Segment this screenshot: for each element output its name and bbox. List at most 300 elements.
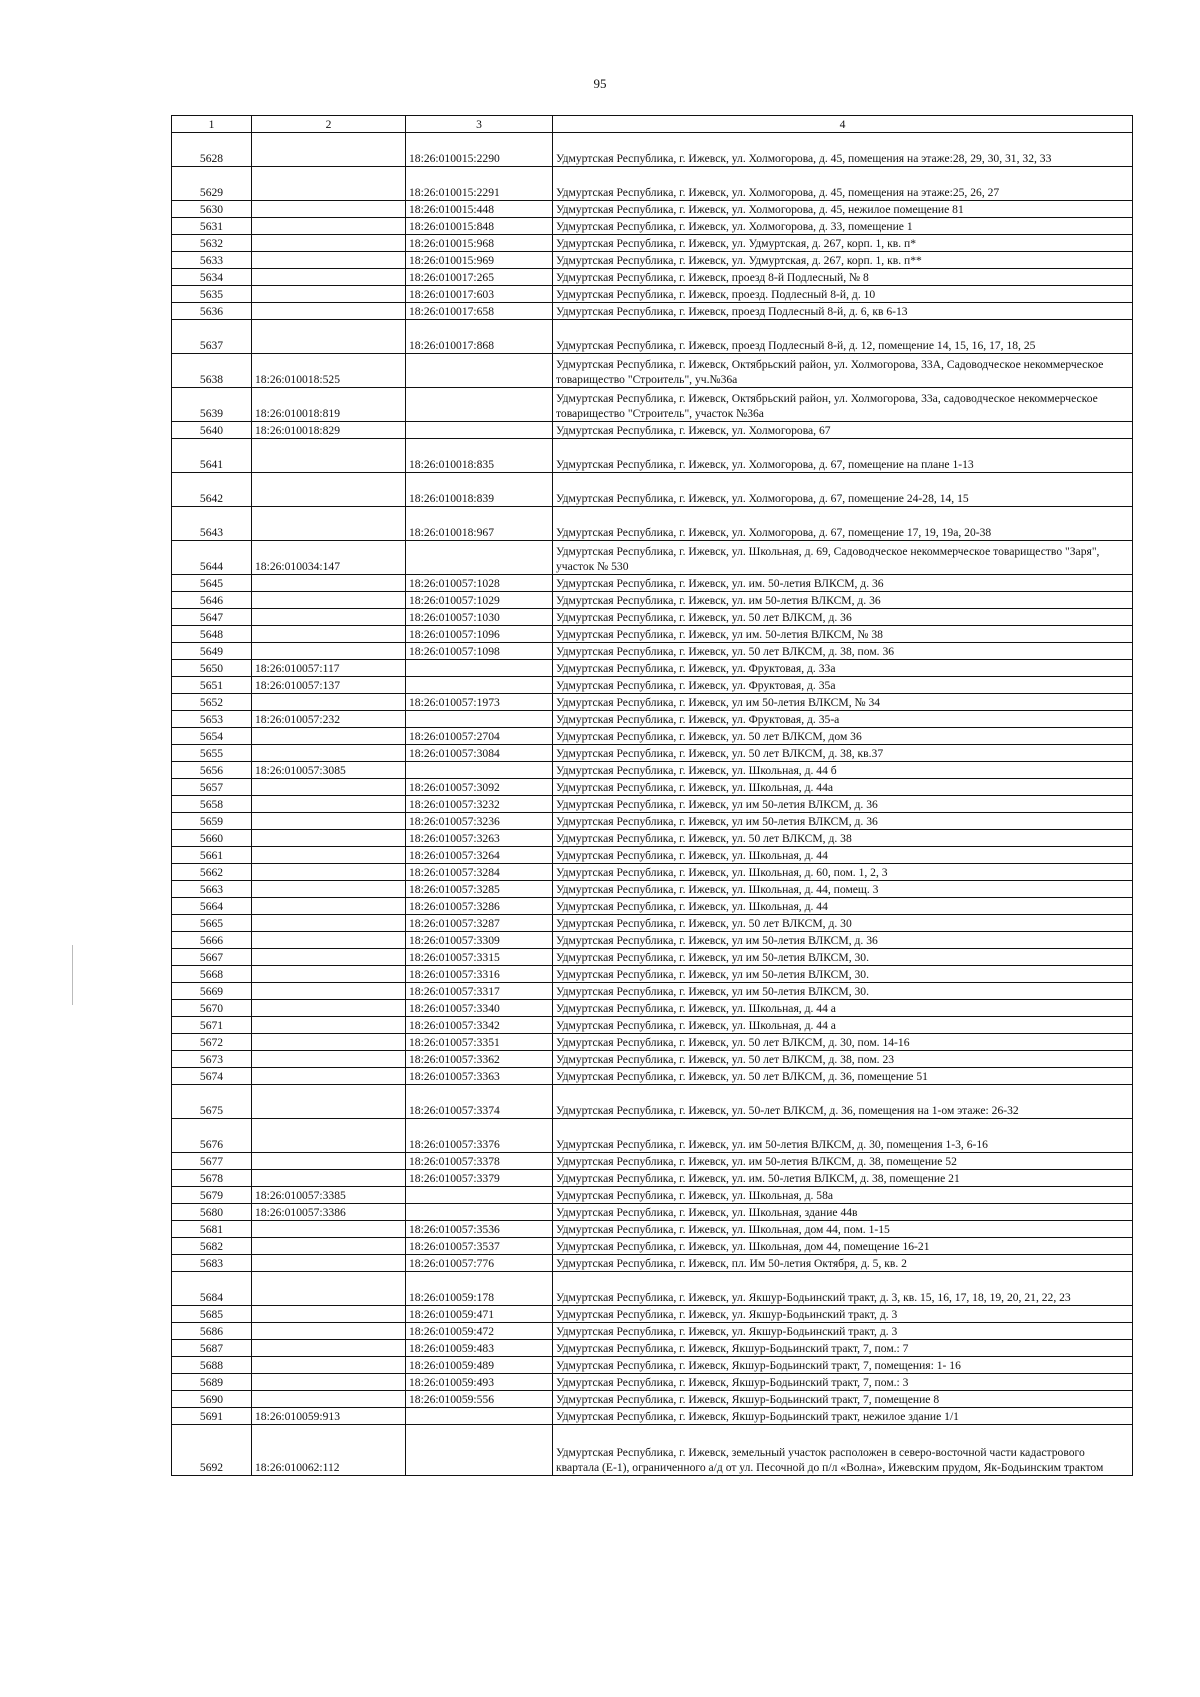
row-number: 5675: [172, 1085, 252, 1119]
row-number: 5638: [172, 354, 252, 388]
object-cadastral-number: 18:26:010057:3309: [406, 932, 553, 949]
object-cadastral-number: 18:26:010059:178: [406, 1272, 553, 1306]
land-cadastral-number: [252, 592, 406, 609]
land-cadastral-number: [252, 1255, 406, 1272]
land-cadastral-number: [252, 1221, 406, 1238]
object-cadastral-number: 18:26:010018:967: [406, 507, 553, 541]
object-cadastral-number: 18:26:010057:3537: [406, 1238, 553, 1255]
address: Удмуртская Республика, г. Ижевск, ул им 50-летия ВЛКСМ, д. 36: [553, 813, 1133, 830]
object-cadastral-number: 18:26:010057:3374: [406, 1085, 553, 1119]
address: Удмуртская Республика, г. Ижевск, ул. Холмогорова, 67: [553, 422, 1133, 439]
address: Удмуртская Республика, г. Ижевск, Якшур-Бодьинский тракт, 7, помещения: 1- 16: [553, 1357, 1133, 1374]
address: Удмуртская Республика, г. Ижевск, ул им 50-летия ВЛКСМ, 30.: [553, 949, 1133, 966]
land-cadastral-number: [252, 473, 406, 507]
row-number: 5640: [172, 422, 252, 439]
object-cadastral-number: 18:26:010017:658: [406, 303, 553, 320]
table-row: [172, 643, 1133, 660]
land-cadastral-number: [252, 1272, 406, 1306]
table-row: [172, 1017, 1133, 1034]
object-cadastral-number: 18:26:010057:1098: [406, 643, 553, 660]
row-number: 5677: [172, 1153, 252, 1170]
address: Удмуртская Республика, г. Ижевск, ул. 50-лет ВЛКСМ, д. 36, помещения на 1-ом этаже: 26-32: [553, 1085, 1133, 1119]
table-row: [172, 1323, 1133, 1340]
table-row: [172, 1085, 1133, 1119]
row-number: 5634: [172, 269, 252, 286]
row-number: 5687: [172, 1340, 252, 1357]
row-number: 5692: [172, 1425, 252, 1476]
object-cadastral-number: [406, 1425, 553, 1476]
land-cadastral-number: [252, 796, 406, 813]
address: Удмуртская Республика, г. Ижевск, ул. Холмогорова, д. 67, помещение 24-28, 14, 15: [553, 473, 1133, 507]
object-cadastral-number: [406, 1408, 553, 1425]
address: Удмуртская Республика, г. Ижевск, ул. Удмуртская, д. 267, корп. 1, кв. п**: [553, 252, 1133, 269]
land-cadastral-number: 18:26:010059:913: [252, 1408, 406, 1425]
table-row: [172, 422, 1133, 439]
table-row: [172, 830, 1133, 847]
land-cadastral-number: [252, 966, 406, 983]
table-row: [172, 1238, 1133, 1255]
address: Удмуртская Республика, г. Ижевск, земельный участок расположен в северо-восточной части кадастрового квартала (Е-1), ограниченного а/д от ул. Песочной до п/л «Волна», Ижевским прудом, Як-Бодьинским трактом: [553, 1425, 1133, 1476]
land-cadastral-number: [252, 1357, 406, 1374]
land-cadastral-number: [252, 830, 406, 847]
table-row: [172, 779, 1133, 796]
table-row: [172, 1340, 1133, 1357]
land-cadastral-number: [252, 1238, 406, 1255]
table-row: [172, 1153, 1133, 1170]
table-row: [172, 881, 1133, 898]
address: Удмуртская Республика, г. Ижевск, проезд. Подлесный 8-й, д. 10: [553, 286, 1133, 303]
land-cadastral-number: [252, 1119, 406, 1153]
address: Удмуртская Республика, г. Ижевск, ул им 50-летия ВЛКСМ, № 34: [553, 694, 1133, 711]
table-row: [172, 813, 1133, 830]
row-number: 5628: [172, 133, 252, 167]
row-number: 5661: [172, 847, 252, 864]
table-row: [172, 949, 1133, 966]
object-cadastral-number: 18:26:010059:493: [406, 1374, 553, 1391]
table-row: [172, 1374, 1133, 1391]
table-row: [172, 847, 1133, 864]
column-header-4: 4: [553, 116, 1133, 133]
land-cadastral-number: [252, 1170, 406, 1187]
object-cadastral-number: [406, 541, 553, 575]
row-number: 5657: [172, 779, 252, 796]
address: Удмуртская Республика, г. Ижевск, ул. 50 лет ВЛКСМ, д. 30, пом. 14-16: [553, 1034, 1133, 1051]
row-number: 5682: [172, 1238, 252, 1255]
address: Удмуртская Республика, г. Ижевск, ул. им. 50-летия ВЛКСМ, д. 36: [553, 575, 1133, 592]
table-row: [172, 694, 1133, 711]
row-number: 5686: [172, 1323, 252, 1340]
table-header: [172, 116, 1133, 133]
land-cadastral-number: [252, 1323, 406, 1340]
row-number: 5650: [172, 660, 252, 677]
scan-margin-mark: [72, 945, 73, 1005]
row-number: 5630: [172, 201, 252, 218]
table-row: [172, 1068, 1133, 1085]
land-cadastral-number: [252, 269, 406, 286]
address: Удмуртская Республика, г. Ижевск, ул. им 50-летия ВЛКСМ, д. 38, помещение 52: [553, 1153, 1133, 1170]
object-cadastral-number: 18:26:010057:3284: [406, 864, 553, 881]
land-cadastral-number: 18:26:010018:829: [252, 422, 406, 439]
address: Удмуртская Республика, г. Ижевск, ул им 50-летия ВЛКСМ, 30.: [553, 983, 1133, 1000]
row-number: 5673: [172, 1051, 252, 1068]
row-number: 5691: [172, 1408, 252, 1425]
page-number: 95: [593, 76, 607, 91]
table-row: [172, 626, 1133, 643]
address: Удмуртская Республика, г. Ижевск, ул. Школьная, д. 44 а: [553, 1000, 1133, 1017]
table-row: [172, 507, 1133, 541]
row-number: 5652: [172, 694, 252, 711]
row-number: 5679: [172, 1187, 252, 1204]
row-number: 5646: [172, 592, 252, 609]
address: Удмуртская Республика, г. Ижевск, ул им 50-летия ВЛКСМ, д. 36: [553, 796, 1133, 813]
row-number: 5668: [172, 966, 252, 983]
table-row: [172, 1255, 1133, 1272]
table-row: [172, 1306, 1133, 1323]
object-cadastral-number: 18:26:010057:3340: [406, 1000, 553, 1017]
address: Удмуртская Республика, г. Ижевск, ул. Холмогорова, д. 45, нежилое помещение 81: [553, 201, 1133, 218]
row-number: 5664: [172, 898, 252, 915]
address: Удмуртская Республика, г. Ижевск, ул. Школьная, дом 44, помещение 16-21: [553, 1238, 1133, 1255]
table-row: [172, 1391, 1133, 1408]
address: Удмуртская Республика, г. Ижевск, Октябрьский район, ул. Холмогорова, 33А, Садоводческое некоммерческое товарищество "Строитель", уч.№36а: [553, 354, 1133, 388]
land-cadastral-number: 18:26:010057:137: [252, 677, 406, 694]
address: Удмуртская Республика, г. Ижевск, ул. Школьная, д. 44, помещ. 3: [553, 881, 1133, 898]
land-cadastral-number: [252, 303, 406, 320]
row-number: 5658: [172, 796, 252, 813]
land-cadastral-number: [252, 1340, 406, 1357]
table-body: [172, 133, 1133, 1476]
row-number: 5636: [172, 303, 252, 320]
row-number: 5660: [172, 830, 252, 847]
land-cadastral-number: [252, 847, 406, 864]
object-cadastral-number: 18:26:010015:968: [406, 235, 553, 252]
object-cadastral-number: 18:26:010017:265: [406, 269, 553, 286]
object-cadastral-number: [406, 711, 553, 728]
object-cadastral-number: 18:26:010057:3287: [406, 915, 553, 932]
column-header-1: 1: [172, 116, 252, 133]
table-row: [172, 286, 1133, 303]
land-cadastral-number: [252, 779, 406, 796]
table-row: [172, 269, 1133, 286]
object-cadastral-number: [406, 422, 553, 439]
address: Удмуртская Республика, г. Ижевск, проезд Подлесный 8-й, д. 12, помещение 14, 15, 16, 17, 18, 25: [553, 320, 1133, 354]
land-cadastral-number: [252, 898, 406, 915]
object-cadastral-number: 18:26:010057:3342: [406, 1017, 553, 1034]
table-row: [172, 201, 1133, 218]
table-row: [172, 592, 1133, 609]
address: Удмуртская Республика, г. Ижевск, ул. 50 лет ВЛКСМ, д. 38, пом. 36: [553, 643, 1133, 660]
row-number: 5645: [172, 575, 252, 592]
table-row: [172, 983, 1133, 1000]
table-row: [172, 932, 1133, 949]
address: Удмуртская Республика, г. Ижевск, ул. 50 лет ВЛКСМ, дом 36: [553, 728, 1133, 745]
object-cadastral-number: 18:26:010057:3378: [406, 1153, 553, 1170]
land-cadastral-number: [252, 133, 406, 167]
row-number: 5685: [172, 1306, 252, 1323]
address: Удмуртская Республика, г. Ижевск, ул. Якшур-Бодьинский тракт, д. 3: [553, 1306, 1133, 1323]
object-cadastral-number: 18:26:010057:1028: [406, 575, 553, 592]
table-row: [172, 1357, 1133, 1374]
object-cadastral-number: 18:26:010059:556: [406, 1391, 553, 1408]
address: Удмуртская Республика, г. Ижевск, Октябрьский район, ул. Холмогорова, 33а, садоводческое некоммерческое товарищество "Строитель", участок №36а: [553, 388, 1133, 422]
object-cadastral-number: 18:26:010057:3286: [406, 898, 553, 915]
address: Удмуртская Республика, г. Ижевск, ул. им. 50-летия ВЛКСМ, д. 38, помещение 21: [553, 1170, 1133, 1187]
row-number: 5643: [172, 507, 252, 541]
table-row: [172, 677, 1133, 694]
land-cadastral-number: [252, 609, 406, 626]
address: Удмуртская Республика, г. Ижевск, ул. 50 лет ВЛКСМ, д. 36: [553, 609, 1133, 626]
table-row: [172, 762, 1133, 779]
address: Удмуртская Республика, г. Ижевск, ул. Школьная, д. 44 б: [553, 762, 1133, 779]
object-cadastral-number: 18:26:010017:603: [406, 286, 553, 303]
address: Удмуртская Республика, г. Ижевск, ул. Холмогорова, д. 67, помещение на плане 1-13: [553, 439, 1133, 473]
row-number: 5653: [172, 711, 252, 728]
address: Удмуртская Республика, г. Ижевск, Якшур-Бодьинский тракт, 7, помещение 8: [553, 1391, 1133, 1408]
object-cadastral-number: [406, 354, 553, 388]
object-cadastral-number: 18:26:010057:3317: [406, 983, 553, 1000]
object-cadastral-number: [406, 1204, 553, 1221]
address: Удмуртская Республика, г. Ижевск, ул. Школьная, д. 44а: [553, 779, 1133, 796]
land-cadastral-number: 18:26:010057:117: [252, 660, 406, 677]
row-number: 5654: [172, 728, 252, 745]
row-number: 5680: [172, 1204, 252, 1221]
column-header-2: 2: [252, 116, 406, 133]
address: Удмуртская Республика, г. Ижевск, ул. Школьная, д. 60, пом. 1, 2, 3: [553, 864, 1133, 881]
object-cadastral-number: 18:26:010015:969: [406, 252, 553, 269]
address: Удмуртская Республика, г. Ижевск, ул. им 50-летия ВЛКСМ, д. 36: [553, 592, 1133, 609]
table-row: [172, 1204, 1133, 1221]
object-cadastral-number: 18:26:010059:489: [406, 1357, 553, 1374]
header-row: [172, 116, 1133, 133]
row-number: 5676: [172, 1119, 252, 1153]
address: Удмуртская Республика, г. Ижевск, ул им 50-летия ВЛКСМ, 30.: [553, 966, 1133, 983]
land-cadastral-number: [252, 507, 406, 541]
address: Удмуртская Республика, г. Ижевск, ул. Школьная, здание 44в: [553, 1204, 1133, 1221]
object-cadastral-number: 18:26:010057:3092: [406, 779, 553, 796]
address: Удмуртская Республика, г. Ижевск, ул. 50 лет ВЛКСМ, д. 38, кв.37: [553, 745, 1133, 762]
row-number: 5641: [172, 439, 252, 473]
address: Удмуртская Республика, г. Ижевск, ул. Школьная, д. 58а: [553, 1187, 1133, 1204]
address: Удмуртская Республика, г. Ижевск, ул. Холмогорова, д. 45, помещения на этаже:28, 29, 30, 31, 32, 33: [553, 133, 1133, 167]
address: Удмуртская Республика, г. Ижевск, ул. Школьная, д. 44: [553, 898, 1133, 915]
table-row: [172, 473, 1133, 507]
land-cadastral-number: [252, 694, 406, 711]
row-number: 5632: [172, 235, 252, 252]
object-cadastral-number: 18:26:010057:3379: [406, 1170, 553, 1187]
land-cadastral-number: [252, 235, 406, 252]
row-number: 5663: [172, 881, 252, 898]
address: Удмуртская Республика, г. Ижевск, ул. Якшур-Бодьинский тракт, д. 3, кв. 15, 16, 17, 18, 19, 20, 21, 22, 23: [553, 1272, 1133, 1306]
land-cadastral-number: [252, 575, 406, 592]
object-cadastral-number: 18:26:010057:3316: [406, 966, 553, 983]
land-cadastral-number: [252, 1306, 406, 1323]
row-number: 5690: [172, 1391, 252, 1408]
table-row: [172, 915, 1133, 932]
address: Удмуртская Республика, г. Ижевск, ул. 50 лет ВЛКСМ, д. 38: [553, 830, 1133, 847]
row-number: 5644: [172, 541, 252, 575]
land-cadastral-number: [252, 167, 406, 201]
row-number: 5669: [172, 983, 252, 1000]
land-cadastral-number: 18:26:010018:525: [252, 354, 406, 388]
object-cadastral-number: 18:26:010057:3315: [406, 949, 553, 966]
object-cadastral-number: 18:26:010057:3084: [406, 745, 553, 762]
object-cadastral-number: 18:26:010057:2704: [406, 728, 553, 745]
object-cadastral-number: 18:26:010015:2290: [406, 133, 553, 167]
row-number: 5674: [172, 1068, 252, 1085]
address: Удмуртская Республика, г. Ижевск, ул. 50 лет ВЛКСМ, д. 38, пом. 23: [553, 1051, 1133, 1068]
address: Удмуртская Республика, г. Ижевск, ул. Школьная, д. 44: [553, 847, 1133, 864]
object-cadastral-number: 18:26:010057:776: [406, 1255, 553, 1272]
row-number: 5666: [172, 932, 252, 949]
land-cadastral-number: [252, 626, 406, 643]
table-row: [172, 796, 1133, 813]
object-cadastral-number: 18:26:010057:1973: [406, 694, 553, 711]
address: Удмуртская Республика, г. Ижевск, ул. им 50-летия ВЛКСМ, д. 30, помещения 1-3, 6-16: [553, 1119, 1133, 1153]
table-row: [172, 609, 1133, 626]
address: Удмуртская Республика, г. Ижевск, пл. Им 50-летия Октября, д. 5, кв. 2: [553, 1255, 1133, 1272]
table-row: [172, 1051, 1133, 1068]
row-number: 5651: [172, 677, 252, 694]
object-cadastral-number: [406, 388, 553, 422]
object-cadastral-number: 18:26:010057:1096: [406, 626, 553, 643]
object-cadastral-number: 18:26:010057:3285: [406, 881, 553, 898]
land-cadastral-number: [252, 1085, 406, 1119]
land-cadastral-number: [252, 1000, 406, 1017]
land-cadastral-number: 18:26:010034:147: [252, 541, 406, 575]
table-row: [172, 252, 1133, 269]
address: Удмуртская Республика, г. Ижевск, ул. 50 лет ВЛКСМ, д. 36, помещение 51: [553, 1068, 1133, 1085]
address: Удмуртская Республика, г. Ижевск, ул. Школьная, д. 69, Садоводческое некоммерческое товарищество "Заря", участок № 530: [553, 541, 1133, 575]
table-row: [172, 235, 1133, 252]
row-number: 5629: [172, 167, 252, 201]
land-cadastral-number: [252, 881, 406, 898]
address: Удмуртская Республика, г. Ижевск, Якшур-Бодьинский тракт, 7, пом.: 3: [553, 1374, 1133, 1391]
address: Удмуртская Республика, г. Ижевск, ул. Холмогорова, д. 33, помещение 1: [553, 218, 1133, 235]
land-cadastral-number: [252, 201, 406, 218]
table-row: [172, 1408, 1133, 1425]
table-row: [172, 711, 1133, 728]
land-cadastral-number: [252, 252, 406, 269]
object-cadastral-number: 18:26:010015:2291: [406, 167, 553, 201]
land-cadastral-number: [252, 983, 406, 1000]
row-number: 5671: [172, 1017, 252, 1034]
row-number: 5678: [172, 1170, 252, 1187]
land-cadastral-number: [252, 1153, 406, 1170]
object-cadastral-number: [406, 1187, 553, 1204]
table-row: [172, 1170, 1133, 1187]
table-row: [172, 864, 1133, 881]
land-cadastral-number: [252, 1034, 406, 1051]
table-row: [172, 745, 1133, 762]
row-number: 5647: [172, 609, 252, 626]
table-row: [172, 167, 1133, 201]
table-row: [172, 1425, 1133, 1476]
object-cadastral-number: 18:26:010057:3232: [406, 796, 553, 813]
table-row: [172, 1119, 1133, 1153]
table-row: [172, 439, 1133, 473]
object-cadastral-number: 18:26:010057:3351: [406, 1034, 553, 1051]
table-row: [172, 1000, 1133, 1017]
table-row: [172, 1272, 1133, 1306]
object-cadastral-number: 18:26:010059:483: [406, 1340, 553, 1357]
row-number: 5670: [172, 1000, 252, 1017]
address: Удмуртская Республика, г. Ижевск, ул. 50 лет ВЛКСМ, д. 30: [553, 915, 1133, 932]
row-number: 5683: [172, 1255, 252, 1272]
land-cadastral-number: 18:26:010018:819: [252, 388, 406, 422]
address: Удмуртская Республика, г. Ижевск, ул. Школьная, дом 44, пом. 1-15: [553, 1221, 1133, 1238]
row-number: 5688: [172, 1357, 252, 1374]
object-cadastral-number: 18:26:010018:835: [406, 439, 553, 473]
object-cadastral-number: 18:26:010057:3263: [406, 830, 553, 847]
address: Удмуртская Республика, г. Ижевск, ул. Школьная, д. 44 а: [553, 1017, 1133, 1034]
table-row: [172, 660, 1133, 677]
land-cadastral-number: 18:26:010062:112: [252, 1425, 406, 1476]
registry-table: [171, 115, 1133, 1476]
row-number: 5665: [172, 915, 252, 932]
row-number: 5689: [172, 1374, 252, 1391]
table-row: [172, 541, 1133, 575]
address: Удмуртская Республика, г. Ижевск, проезд 8-й Подлесный, № 8: [553, 269, 1133, 286]
row-number: 5655: [172, 745, 252, 762]
object-cadastral-number: 18:26:010015:448: [406, 201, 553, 218]
object-cadastral-number: 18:26:010057:1030: [406, 609, 553, 626]
address: Удмуртская Республика, г. Ижевск, проезд Подлесный 8-й, д. 6, кв 6-13: [553, 303, 1133, 320]
row-number: 5659: [172, 813, 252, 830]
land-cadastral-number: [252, 1068, 406, 1085]
land-cadastral-number: [252, 439, 406, 473]
address: Удмуртская Республика, г. Ижевск, ул им 50-летия ВЛКСМ, д. 36: [553, 932, 1133, 949]
row-number: 5648: [172, 626, 252, 643]
object-cadastral-number: 18:26:010059:471: [406, 1306, 553, 1323]
land-cadastral-number: [252, 1374, 406, 1391]
object-cadastral-number: 18:26:010057:3362: [406, 1051, 553, 1068]
address: Удмуртская Республика, г. Ижевск, ул. Фруктовая, д. 35-а: [553, 711, 1133, 728]
land-cadastral-number: [252, 1051, 406, 1068]
land-cadastral-number: [252, 813, 406, 830]
object-cadastral-number: 18:26:010017:868: [406, 320, 553, 354]
land-cadastral-number: [252, 320, 406, 354]
row-number: 5684: [172, 1272, 252, 1306]
land-cadastral-number: [252, 1017, 406, 1034]
table-row: [172, 1221, 1133, 1238]
row-number: 5656: [172, 762, 252, 779]
object-cadastral-number: [406, 660, 553, 677]
land-cadastral-number: [252, 1391, 406, 1408]
address: Удмуртская Республика, г. Ижевск, ул. Холмогорова, д. 67, помещение 17, 19, 19а, 20-38: [553, 507, 1133, 541]
table-row: [172, 133, 1133, 167]
address: Удмуртская Республика, г. Ижевск, ул им. 50-летия ВЛКСМ, № 38: [553, 626, 1133, 643]
object-cadastral-number: 18:26:010059:472: [406, 1323, 553, 1340]
land-cadastral-number: [252, 286, 406, 303]
object-cadastral-number: 18:26:010057:3376: [406, 1119, 553, 1153]
table-row: [172, 354, 1133, 388]
object-cadastral-number: 18:26:010057:3236: [406, 813, 553, 830]
land-cadastral-number: [252, 218, 406, 235]
address: Удмуртская Республика, г. Ижевск, Якшур-Бодьинский тракт, нежилое здание 1/1: [553, 1408, 1133, 1425]
table-row: [172, 303, 1133, 320]
land-cadastral-number: [252, 745, 406, 762]
object-cadastral-number: 18:26:010057:3363: [406, 1068, 553, 1085]
object-cadastral-number: 18:26:010057:3536: [406, 1221, 553, 1238]
table-row: [172, 1034, 1133, 1051]
table-row: [172, 966, 1133, 983]
row-number: 5642: [172, 473, 252, 507]
address: Удмуртская Республика, г. Ижевск, ул. Якшур-Бодьинский тракт, д. 3: [553, 1323, 1133, 1340]
land-cadastral-number: 18:26:010057:3386: [252, 1204, 406, 1221]
table-row: [172, 388, 1133, 422]
table-row: [172, 575, 1133, 592]
land-cadastral-number: 18:26:010057:232: [252, 711, 406, 728]
